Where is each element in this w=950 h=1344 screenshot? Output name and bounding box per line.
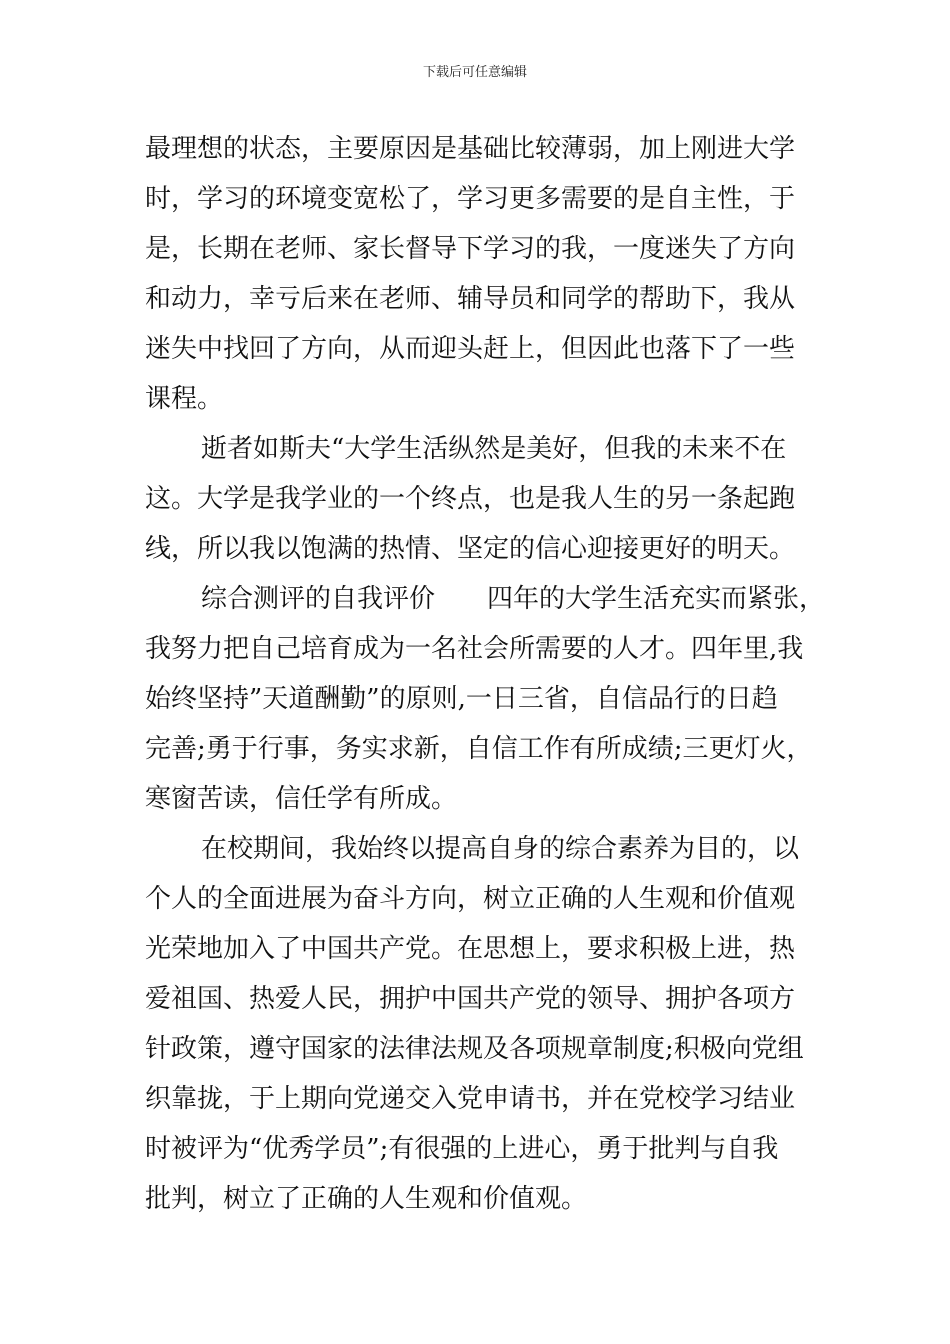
text-line: 这。大学是我学业的一个终点，也是我人生的另一条起跑 [145, 484, 796, 514]
text-line: 和动力，幸亏后来在老师、辅导员和同学的帮助下，我从 [145, 284, 796, 314]
text-line: 个人的全面进展为奋斗方向，树立正确的人生观和价值观 [145, 884, 796, 914]
text-line: 光荣地加入了中国共产党。在思想上，要求积极上进，热 [145, 934, 796, 964]
text-line: 时被评为“优秀学员”;有很强的上进心，勇于批判与自我 [145, 1134, 779, 1164]
text-line: 爱祖国、热爱人民，拥护中国共产党的领导、拥护各项方 [145, 984, 796, 1014]
page-header: 下载后可任意编辑 [422, 65, 527, 80]
text-line: 是，长期在老师、家长督导下学习的我，一度迷失了方向 [145, 234, 796, 264]
text-line: 我努力把自己培育成为一名社会所需要的人才。四年里,我 [145, 634, 804, 664]
text-line: 织靠拢，于上期向党递交入党申请书，并在党校学习结业 [145, 1084, 796, 1114]
text-line: 始终坚持”天道酬勤”的原则,一日三省，自信品行的日趋 [145, 684, 778, 714]
text-line: 线，所以我以饱满的热情、坚定的信心迎接更好的明天。 [145, 534, 796, 564]
paragraph-first-line: 逝者如斯夫“大学生活纵然是美好，但我的未来不在 [201, 434, 787, 464]
text-line: 针政策，遵守国家的法律法规及各项规章制度;积极向党组 [145, 1034, 804, 1064]
text-line: 寒窗苦读，信任学有所成。 [145, 784, 458, 814]
text-line: 批判，树立了正确的人生观和价值观。 [145, 1184, 588, 1214]
paragraph-first-line: 在校期间，我始终以提高自身的综合素养为目的，以 [201, 834, 800, 864]
text-line: 完善;勇于行事，务实求新，自信工作有所成绩;三更灯火， [145, 734, 813, 764]
paragraph-first-line: 综合测评的自我评价 四年的大学生活充实而紧张， [201, 584, 826, 614]
document-body [145, 124, 826, 1224]
text-line: 课程。 [145, 384, 224, 414]
text-line: 最理想的状态，主要原因是基础比较薄弱，加上刚进大学 [145, 134, 796, 164]
text-line: 迷失中找回了方向，从而迎头赶上，但因此也落下了一些 [145, 334, 796, 364]
text-line: 时，学习的环境变宽松了，学习更多需要的是自主性，于 [145, 184, 796, 214]
